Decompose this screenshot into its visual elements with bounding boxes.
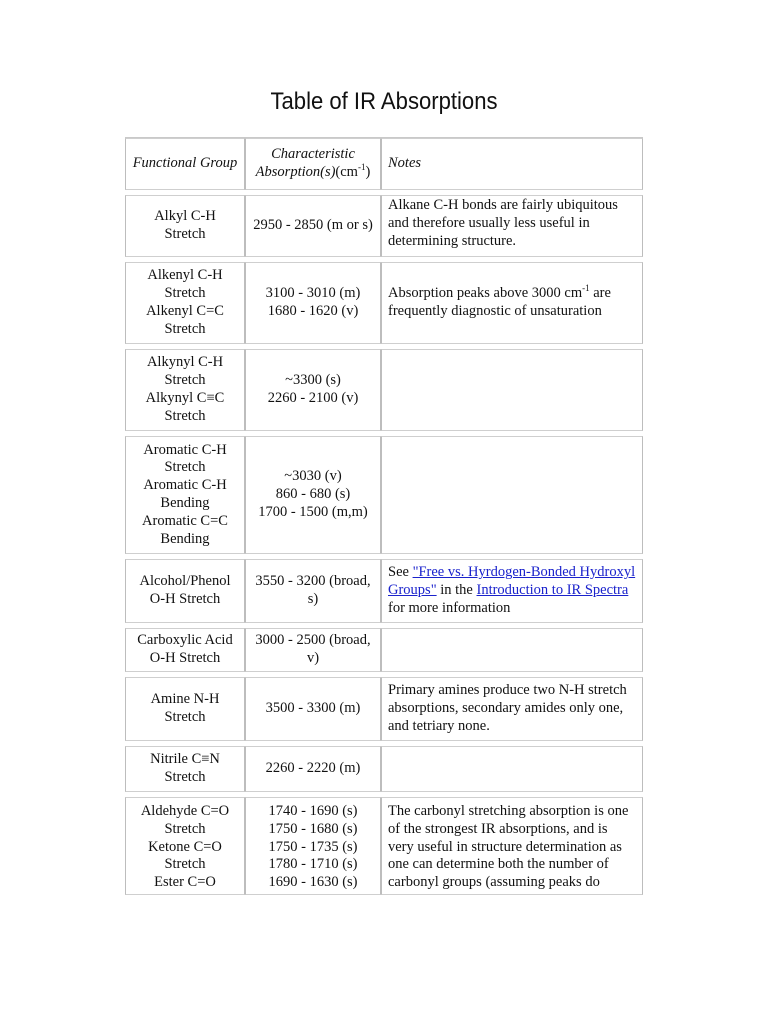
notes-cell	[381, 436, 643, 554]
absorption-text: 1750 - 1680 (s)	[268, 820, 358, 837]
group-cell	[125, 628, 245, 672]
header-characteristic-absorption: Characteristic $Absorption(s)(cm^{-1})$	[245, 138, 381, 190]
table-row	[125, 349, 643, 431]
absorption-text: 860 - 680 (s)	[275, 486, 351, 503]
group-text: Ketone C=O Stretch	[148, 838, 222, 873]
notes-cell: See "Free vs. Hyrdogen-Bonded Hydroxyl Groups" in the Introduction to IR Spectra for more information	[381, 559, 643, 623]
group-text: Nitrile C≡N Stretch	[150, 751, 220, 785]
notes-cell	[381, 349, 643, 431]
notes-text: Primary amines produce two N-H stretch absorptions, secondary amides only one, and tetriary none.	[388, 682, 627, 734]
absorption-cell	[245, 797, 381, 895]
notes-cell	[381, 746, 643, 792]
group-cell	[125, 195, 245, 257]
absorption-cell	[245, 677, 381, 741]
group-cell	[125, 436, 245, 554]
header-functional-group: Functional Group	[125, 138, 245, 190]
table-row	[125, 628, 643, 672]
group-cell	[125, 746, 245, 792]
table-row	[125, 436, 643, 554]
absorption-text: 3500 - 3300 (m)	[265, 700, 361, 717]
table-row	[125, 746, 643, 792]
group-cell	[125, 797, 245, 895]
absorption-text: 1690 - 1630 (s)	[268, 874, 358, 891]
absorption-text: 1750 - 1735 (s)	[268, 838, 358, 855]
absorption-text: 1700 - 1500 (m,m)	[258, 503, 368, 520]
group-text: Alkyl C-H Stretch	[154, 208, 216, 242]
table-row	[125, 195, 643, 257]
notes-text: Alkane C-H bonds are fairly ubiquitous and therefore usually less useful in determining structure.	[388, 197, 618, 249]
table-row	[125, 262, 643, 344]
group-cell	[125, 349, 245, 431]
group-text: Alkenyl C=C Stretch	[146, 303, 224, 337]
notes-cell	[381, 195, 643, 257]
absorption-text: 1680 - 1620 (v)	[267, 303, 359, 319]
table-row	[125, 677, 643, 741]
notes-text: The carbonyl stretching absorption is one of the strongest IR absorptions, and is very useful in structure determination as one can determine both the number of carbonyl groups (assuming peaks do	[388, 803, 629, 891]
notes-cell	[381, 628, 643, 672]
group-cell	[125, 677, 245, 741]
absorption-cell	[245, 195, 381, 257]
table-header-row	[125, 138, 643, 190]
header-notes: Notes	[381, 138, 643, 190]
notes-cell	[381, 797, 643, 895]
absorption-cell	[245, 559, 381, 623]
group-text: Amine N-H Stretch	[150, 691, 220, 725]
absorption-cell	[245, 746, 381, 792]
group-cell	[125, 559, 245, 623]
free-vs-hydrogen-bonded-link[interactable]: "Free vs. Hyrdogen-Bonded Hydroxyl Groups"	[388, 564, 636, 599]
ir-absorption-table	[125, 137, 643, 895]
absorption-cell	[245, 436, 381, 554]
absorption-text: ~3030 (v)	[284, 468, 342, 485]
group-text: Aromatic C-H Stretch	[143, 441, 227, 476]
table-row	[125, 559, 643, 623]
absorption-text: 1740 - 1690 (s)	[268, 803, 358, 819]
absorption-cell	[245, 349, 381, 431]
absorption-text: 2950 - 2850 (m or s)	[253, 217, 373, 234]
absorption-text: 2260 - 2100 (v)	[267, 390, 359, 406]
notes-cell: Absorption peaks above 3000 $cm^{-1}$ are frequently diagnostic of unsaturation	[381, 262, 643, 344]
absorption-text: 3100 - 3010 (m)	[265, 285, 361, 302]
table-row	[125, 797, 643, 895]
group-text: Aromatic C-H Bending	[143, 477, 227, 511]
absorption-text: 3000 - 2500 (broad, v)	[255, 632, 371, 666]
group-text: Carboxylic Acid O-H Stretch	[137, 632, 233, 666]
group-cell	[125, 262, 245, 344]
notes-cell	[381, 677, 643, 741]
group-text: Alkynyl C-H Stretch	[146, 354, 224, 389]
group-text: Ester C=O	[154, 874, 216, 891]
absorption-text: 3550 - 3200 (broad, s)	[255, 573, 371, 607]
group-text: Alkenyl C-H Stretch	[147, 267, 223, 302]
absorption-text: 1780 - 1710 (s)	[268, 856, 358, 873]
group-text: Aromatic C=C Bending	[142, 512, 228, 547]
intro-ir-spectra-link[interactable]: Introduction to IR Spectra	[476, 582, 629, 599]
page-title: Table of IR Absorptions	[270, 88, 498, 115]
absorption-cell	[245, 628, 381, 672]
group-text: Alcohol/Phenol O-H Stretch	[139, 573, 231, 607]
absorption-cell	[245, 262, 381, 344]
group-text: Alkynyl C≡C Stretch	[145, 390, 225, 424]
absorption-text: 2260 - 2220 (m)	[265, 760, 361, 777]
absorption-text: ~3300 (s)	[285, 372, 341, 389]
group-text: Aldehyde C=O Stretch	[140, 803, 230, 837]
